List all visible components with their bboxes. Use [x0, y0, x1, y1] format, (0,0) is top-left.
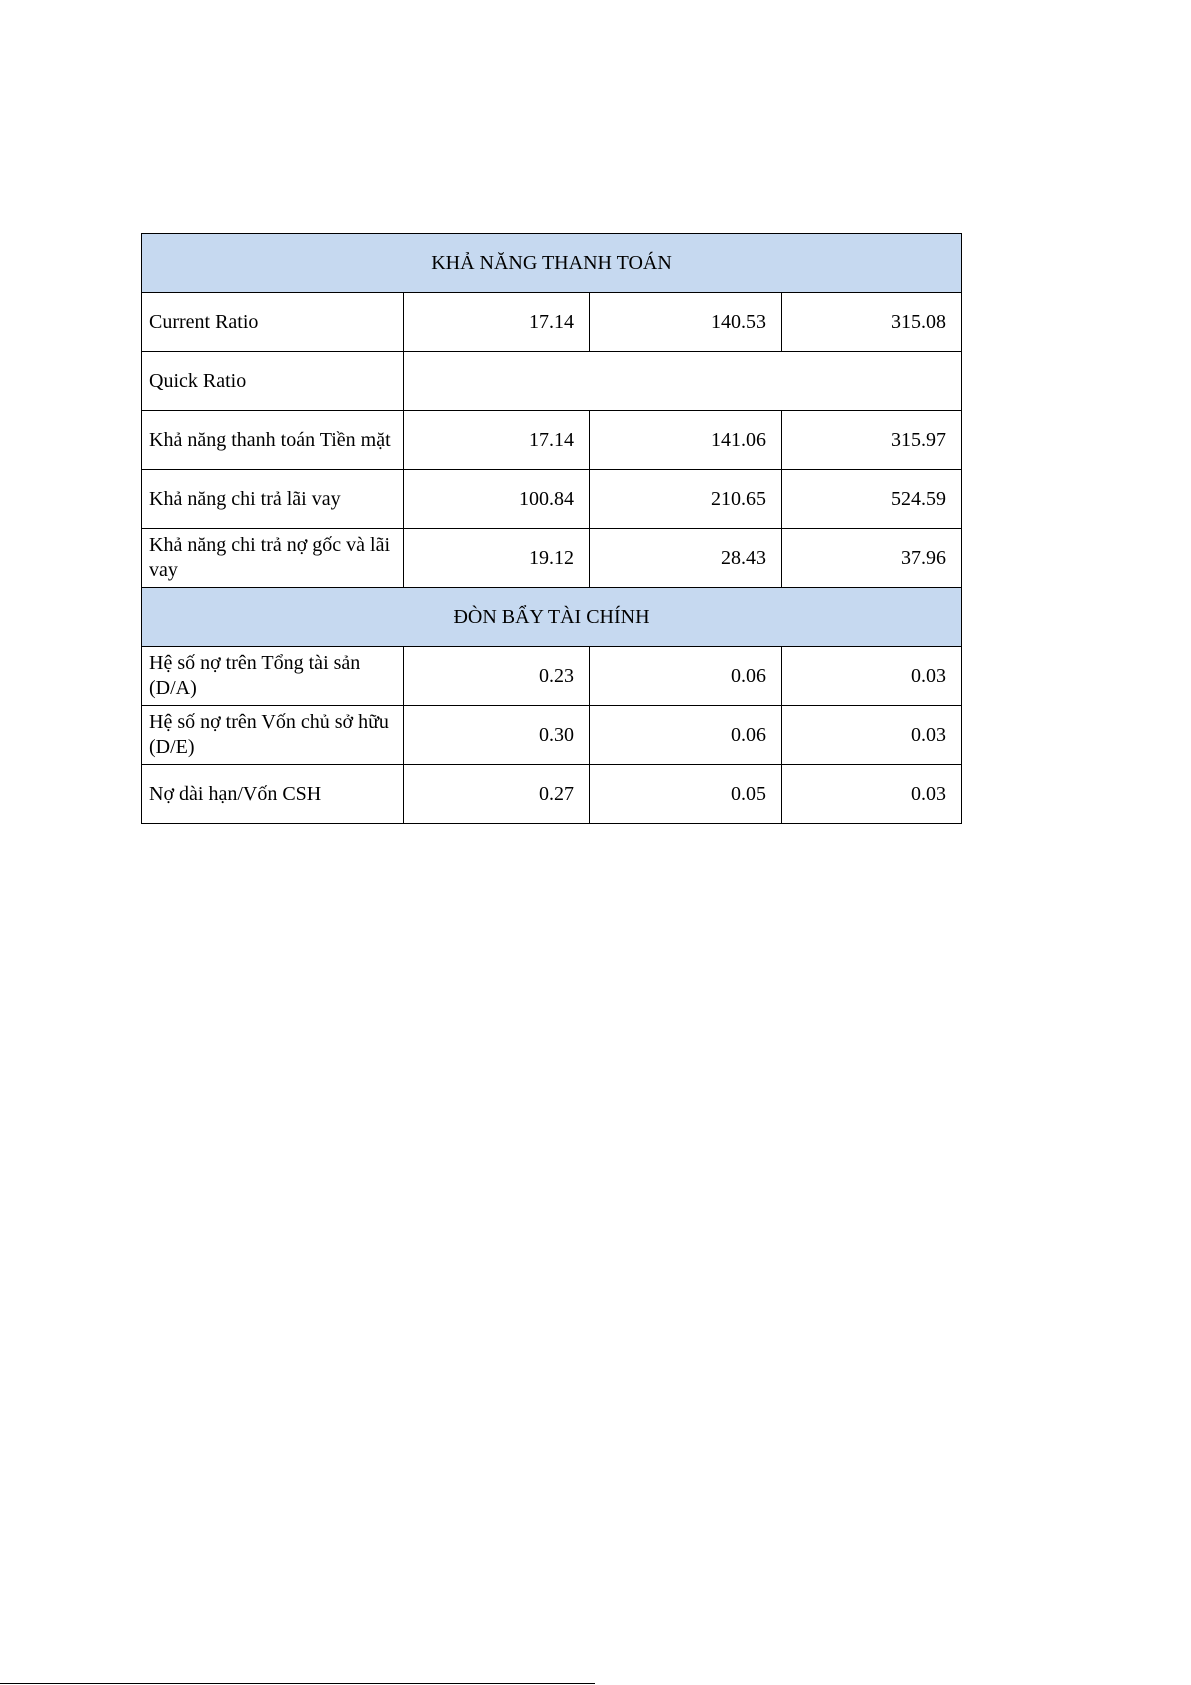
- value-cell: 100.84: [404, 470, 590, 529]
- value-cell: 524.59: [782, 470, 962, 529]
- table-row: [142, 529, 962, 588]
- row-label: Khả năng chi trả lãi vay: [142, 470, 404, 529]
- value-cell: 140.53: [590, 293, 782, 352]
- value-cell: 28.43: [590, 529, 782, 588]
- row-label: Khả năng chi trả nợ gốc và lãi vay: [142, 529, 404, 588]
- table-row: [142, 765, 962, 824]
- section-header-row: [142, 588, 962, 647]
- table-row: [142, 647, 962, 706]
- value-cell: 0.27: [404, 765, 590, 824]
- row-label: Quick Ratio: [142, 352, 404, 411]
- value-cell: 315.08: [782, 293, 962, 352]
- row-label: Khả năng thanh toán Tiền mặt: [142, 411, 404, 470]
- value-cell: 17.14: [404, 411, 590, 470]
- table-row: [142, 470, 962, 529]
- table-row: [142, 352, 962, 411]
- value-cell: 0.03: [782, 706, 962, 765]
- value-cell: 0.06: [590, 706, 782, 765]
- table-row: [142, 706, 962, 765]
- row-label: Hệ số nợ trên Tổng tài sản (D/A): [142, 647, 404, 706]
- value-cell: 0.03: [782, 647, 962, 706]
- value-cell: 315.97: [782, 411, 962, 470]
- value-cell: 0.30: [404, 706, 590, 765]
- value-cell: 0.23: [404, 647, 590, 706]
- value-cell: 37.96: [782, 529, 962, 588]
- section-title-leverage: ĐÒN BẨY TÀI CHÍNH: [142, 588, 962, 647]
- table-row: [142, 411, 962, 470]
- value-cell: 17.14: [404, 293, 590, 352]
- row-label: Current Ratio: [142, 293, 404, 352]
- row-label: Hệ số nợ trên Vốn chủ sở hữu (D/E): [142, 706, 404, 765]
- value-cell: 0.05: [590, 765, 782, 824]
- table-row: [142, 293, 962, 352]
- section-header-row: [142, 234, 962, 293]
- row-label: Nợ dài hạn/Vốn CSH: [142, 765, 404, 824]
- empty-value-cell: [404, 352, 962, 411]
- value-cell: 141.06: [590, 411, 782, 470]
- section-title-liquidity: KHẢ NĂNG THANH TOÁN: [142, 234, 962, 293]
- value-cell: 0.03: [782, 765, 962, 824]
- financial-ratios-table: [141, 233, 962, 824]
- value-cell: 19.12: [404, 529, 590, 588]
- footnote-separator: [0, 1683, 595, 1684]
- value-cell: 210.65: [590, 470, 782, 529]
- value-cell: 0.06: [590, 647, 782, 706]
